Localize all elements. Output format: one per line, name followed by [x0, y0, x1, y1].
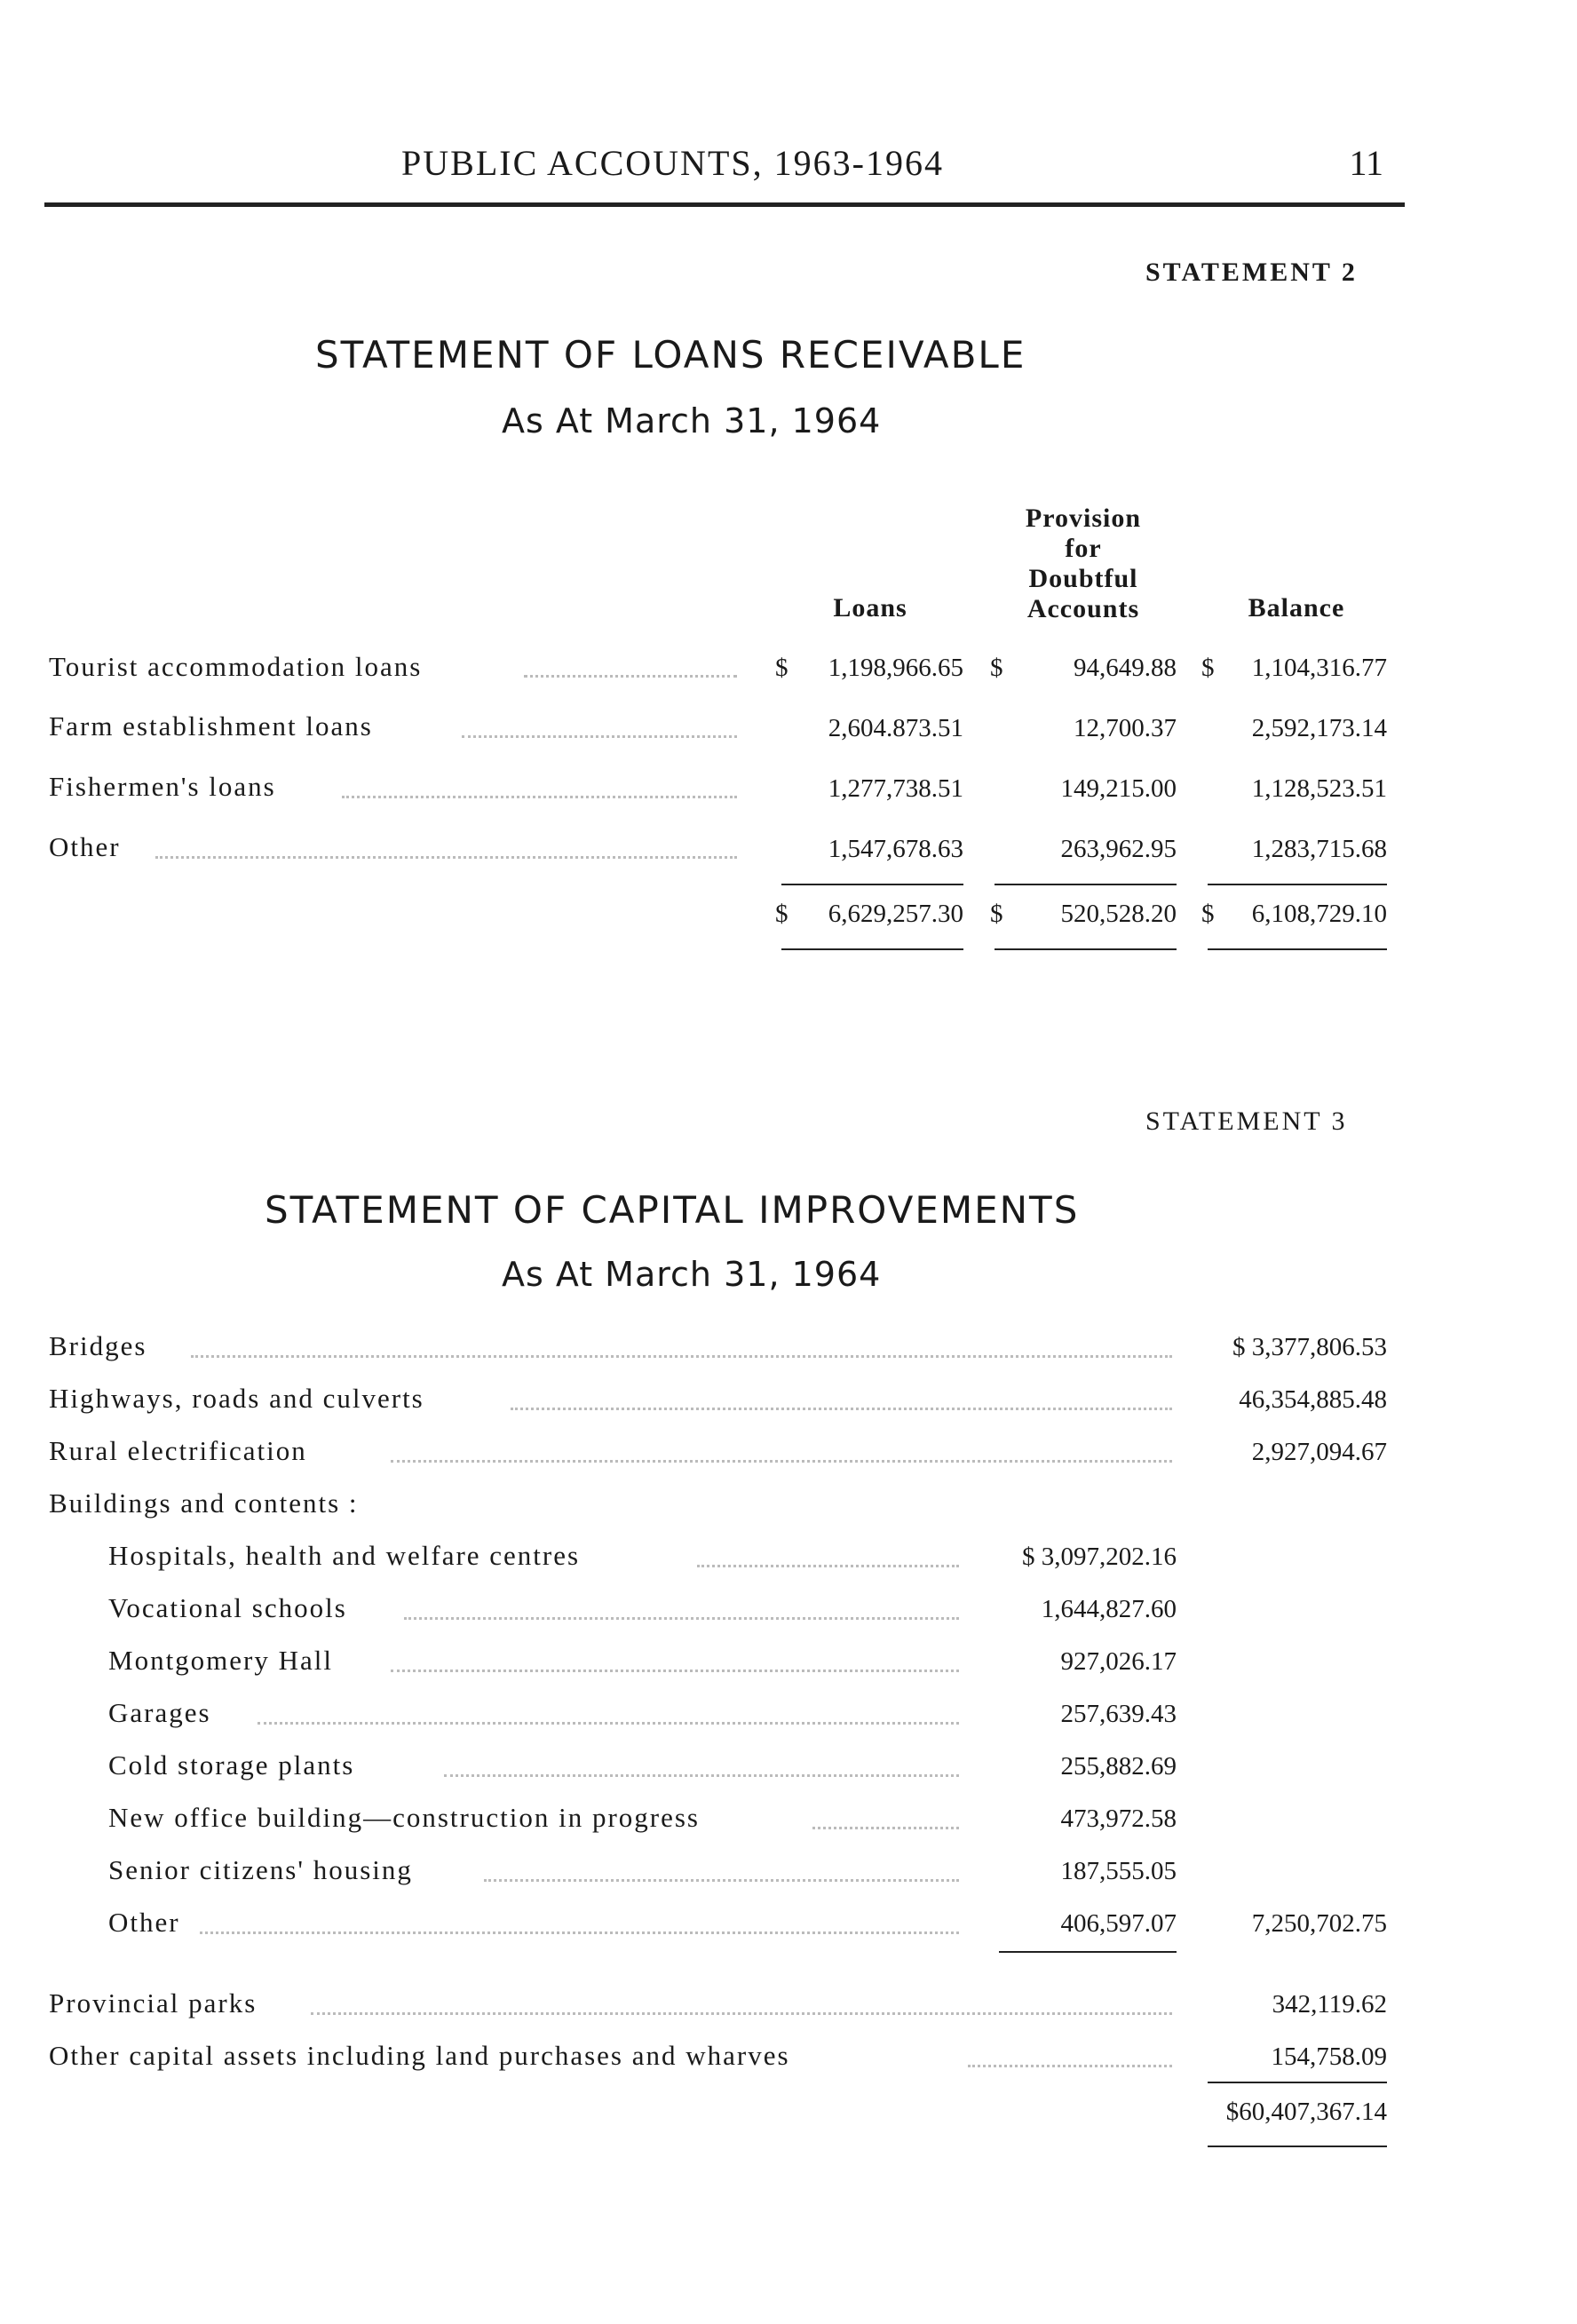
row-label: New office building—construction in progress — [108, 1802, 700, 1833]
row-value: 927,026.17 — [1060, 1647, 1177, 1676]
statement-2-number: STATEMENT 2 — [1145, 258, 1358, 287]
row-value: 46,354,885.48 — [1239, 1385, 1387, 1414]
leader-dots — [444, 1774, 959, 1777]
leader-dots — [511, 1408, 1172, 1410]
row-value: $ 3,097,202.16 — [1022, 1543, 1177, 1571]
loans-value: 1,198,966.65 — [828, 654, 963, 682]
buildings-total: 7,250,702.75 — [1251, 1909, 1387, 1938]
statement-3-title: STATEMENT OF CAPITAL IMPROVEMENTS — [265, 1188, 1080, 1232]
leader-dots — [391, 1670, 959, 1672]
balance-value: 1,128,523.51 — [1251, 774, 1387, 803]
grand-total: $60,407,367.14 — [1225, 2098, 1387, 2126]
provision-total: 520,528.20 — [1060, 900, 1177, 928]
header-rule — [44, 202, 1405, 207]
row-label: Farm establishment loans — [49, 710, 373, 742]
row-label: Montgomery Hall — [108, 1645, 333, 1676]
row-label: Other — [108, 1907, 180, 1938]
row-label: Garages — [108, 1697, 211, 1728]
provision-value: 149,215.00 — [1060, 774, 1177, 803]
leader-dots — [484, 1879, 959, 1882]
column-header-balance: Balance — [1248, 593, 1345, 623]
loans-total: 6,629,257.30 — [828, 900, 963, 928]
subtotal-rule — [999, 1951, 1177, 1953]
row-label: Fishermen's loans — [49, 771, 276, 802]
row-label: Other capital assets including land purchases and wharves — [49, 2040, 790, 2071]
row-label: Other — [49, 831, 121, 862]
row-value: 406,597.07 — [1060, 1909, 1177, 1938]
row-value: 2,927,094.67 — [1251, 1438, 1387, 1466]
subtotal-rule — [1208, 884, 1387, 885]
loans-value: 1,547,678.63 — [828, 835, 963, 863]
currency-sign: $ — [1201, 654, 1215, 682]
leader-dots — [697, 1565, 959, 1567]
row-value: 154,758.09 — [1271, 2042, 1387, 2071]
currency-sign: $ — [990, 654, 1003, 682]
currency-sign: $ — [775, 900, 788, 928]
subtotal-rule — [781, 884, 963, 885]
column-header-loans: Loans — [833, 593, 907, 623]
row-label: Bridges — [49, 1330, 147, 1361]
row-value: 255,882.69 — [1060, 1752, 1177, 1781]
provision-value: 94,649.88 — [1074, 654, 1177, 682]
total-rule — [781, 948, 963, 950]
balance-value: 1,283,715.68 — [1251, 835, 1387, 863]
column-header-provision: Provision for Doubtful Accounts — [1025, 504, 1142, 623]
leader-dots — [812, 1827, 959, 1829]
total-rule — [1208, 948, 1387, 950]
row-value: 187,555.05 — [1060, 1857, 1177, 1885]
leader-dots — [404, 1617, 959, 1620]
statement-2-title: STATEMENT OF LOANS RECEIVABLE — [315, 333, 1026, 377]
row-value: 257,639.43 — [1060, 1700, 1177, 1728]
buildings-heading: Buildings and contents : — [49, 1487, 359, 1519]
row-value: $ 3,377,806.53 — [1232, 1333, 1387, 1361]
currency-sign: $ — [775, 654, 788, 682]
provision-value: 263,962.95 — [1060, 835, 1177, 863]
subtotal-rule — [1208, 2082, 1387, 2083]
row-value: 1,644,827.60 — [1041, 1595, 1177, 1623]
loans-value: 2,604.873.51 — [828, 714, 963, 742]
row-label: Cold storage plants — [108, 1749, 355, 1781]
leader-dots — [311, 2012, 1172, 2015]
currency-sign: $ — [1201, 900, 1215, 928]
leader-dots — [524, 675, 737, 678]
row-label: Provincial parks — [49, 1987, 258, 2019]
total-rule — [995, 948, 1177, 950]
leader-dots — [200, 1931, 959, 1934]
row-value: 473,972.58 — [1060, 1804, 1177, 1833]
leader-dots — [155, 856, 737, 859]
subtotal-rule — [995, 884, 1177, 885]
row-label: Tourist accommodation loans — [49, 651, 423, 682]
balance-total: 6,108,729.10 — [1251, 900, 1387, 928]
row-label: Senior citizens' housing — [108, 1854, 413, 1885]
statement-2-subtitle: As At March 31, 1964 — [502, 401, 882, 440]
leader-dots — [258, 1722, 959, 1725]
balance-value: 2,592,173.14 — [1251, 714, 1387, 742]
provision-value: 12,700.37 — [1074, 714, 1177, 742]
row-label: Rural electrification — [49, 1435, 307, 1466]
row-label: Highways, roads and culverts — [49, 1383, 424, 1414]
leader-dots — [191, 1355, 1172, 1358]
page-number: 11 — [1349, 143, 1383, 183]
loans-value: 1,277,738.51 — [828, 774, 963, 803]
row-label: Vocational schools — [108, 1592, 347, 1623]
balance-value: 1,104,316.77 — [1251, 654, 1387, 682]
leader-dots — [391, 1460, 1172, 1463]
currency-sign: $ — [990, 900, 1003, 928]
statement-3-subtitle: As At March 31, 1964 — [502, 1255, 882, 1294]
leader-dots — [342, 796, 737, 798]
total-rule — [1208, 2146, 1387, 2147]
running-title: PUBLIC ACCOUNTS, 1963-1964 — [401, 143, 944, 183]
leader-dots — [968, 2065, 1172, 2067]
leader-dots — [462, 735, 737, 738]
statement-3-number: STATEMENT 3 — [1145, 1106, 1348, 1136]
row-label: Hospitals, health and welfare centres — [108, 1540, 581, 1571]
row-value: 342,119.62 — [1272, 1990, 1387, 2019]
